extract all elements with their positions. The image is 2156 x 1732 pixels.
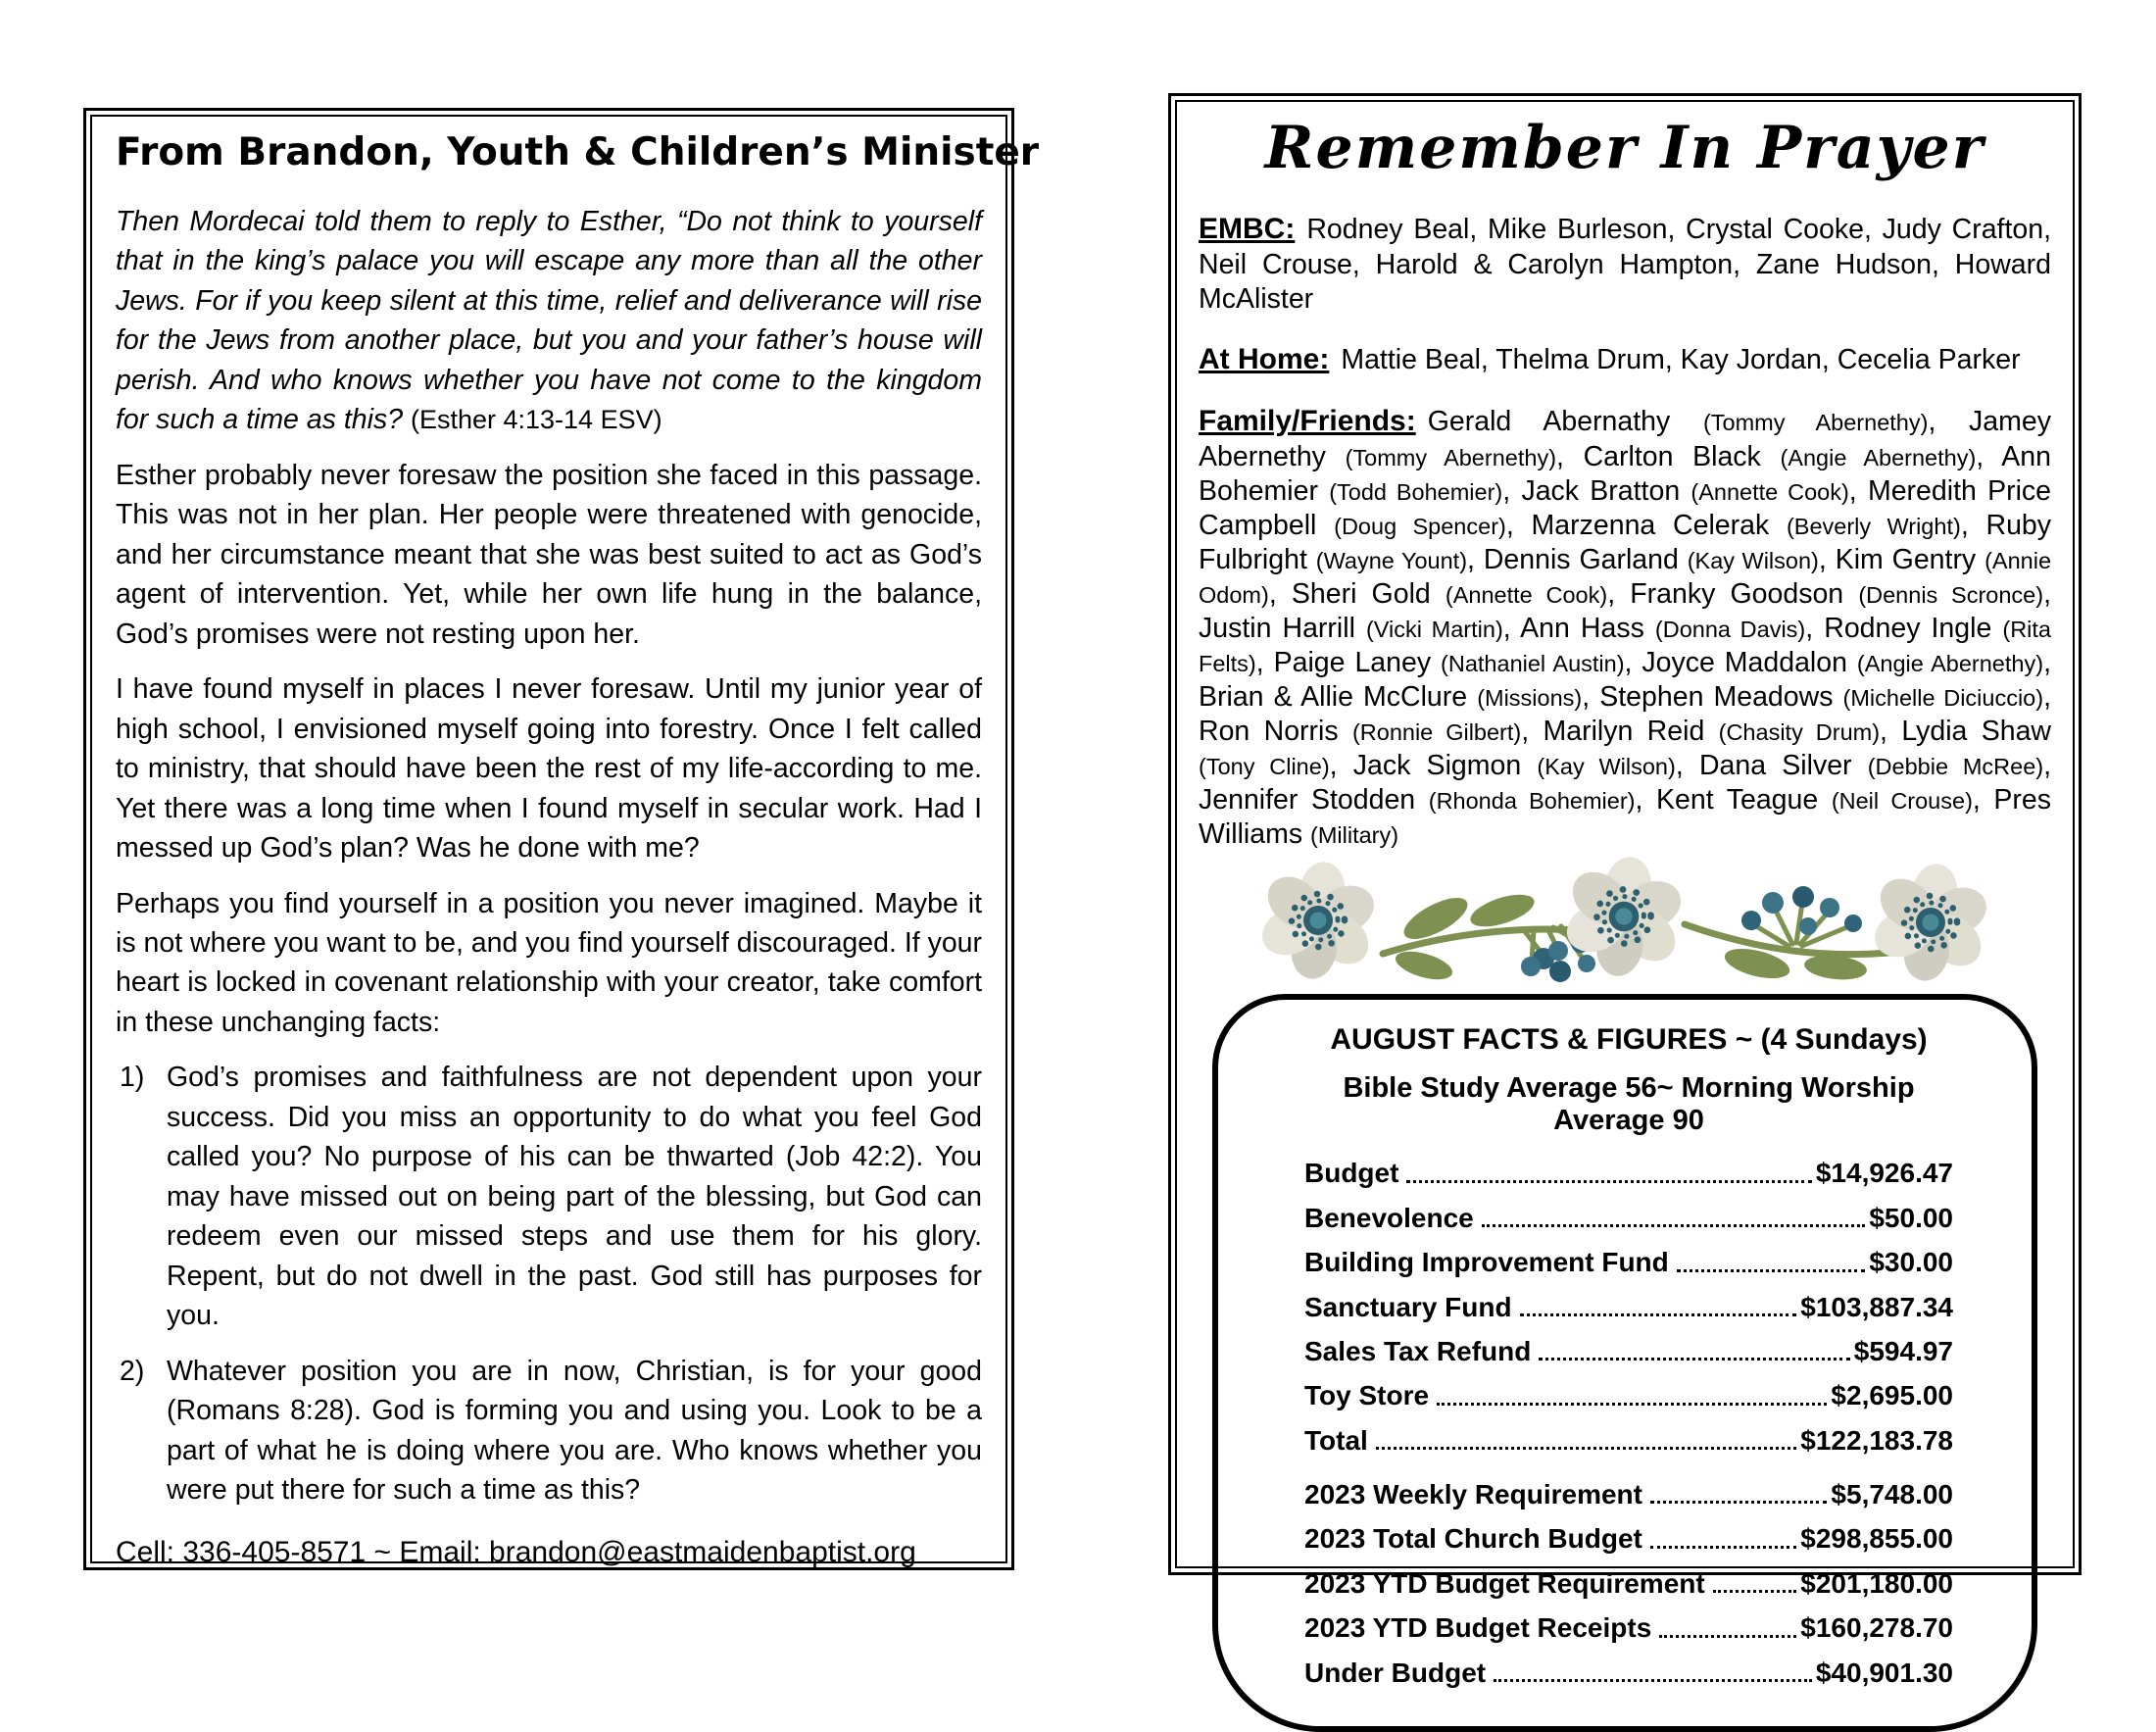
facts-row-value: $103,887.34 <box>1800 1291 1953 1322</box>
family-entry-via: (Chasity Drum) <box>1718 719 1881 746</box>
facts-row-label: Toy Store <box>1304 1380 1430 1411</box>
prayer-panel <box>1168 93 2082 1688</box>
family-entry-separator: , <box>1960 509 1986 541</box>
numbered-item-text: Whatever position you are in now, Christian, is for your good (Romans 8:28). God is forming you and using you. Look to be a part of what he is doing where you are. Who knows whether you were put there for such a time as this? <box>167 1355 982 1507</box>
facts-row-dot-leader <box>1539 1358 1849 1361</box>
numbered-item-text: God’s promises and faithfulness are not dependent upon your success. Did you miss an opportunity to do what you feel God called you? No purpose of his can be thwarted (Job 42:2). You may have missed out on being part of the blessing, but God can redeem even our missed steps and use them for his glory. Repent, but do not dwell in the past. God still has purposes for you. <box>167 1062 982 1332</box>
facts-row-value: $201,180.00 <box>1800 1567 1953 1599</box>
family-entry-separator: , <box>1848 474 1868 507</box>
facts-row-label: Sanctuary Fund <box>1304 1291 1512 1322</box>
embc-label: EMBC: <box>1199 213 1296 245</box>
family-entry-name: Jennifer Stodden <box>1199 784 1429 817</box>
family-entry-name: Marilyn Reid <box>1543 716 1719 748</box>
family-entry-separator: , <box>1467 543 1484 575</box>
numbered-item-marker: 1) <box>120 1062 145 1094</box>
family-entry-name: Ann Bohemier <box>1199 440 2052 507</box>
family-entry-name: Jack Sigmon <box>1352 750 1538 782</box>
facts-row-dot-leader <box>1650 1546 1796 1549</box>
family-entry-name: Rodney Ingle <box>1824 613 2003 644</box>
family-entry-name: Paige Laney <box>1273 647 1442 679</box>
facts-row-dot-leader <box>1482 1224 1866 1227</box>
family-entry-name: Sheri Gold <box>1291 577 1446 610</box>
prayer-panel-inner <box>1175 100 2075 1688</box>
at-home-names: Mattie Beal, Thelma Drum, Kay Jordan, Cecelia Parker <box>1341 343 2021 375</box>
facts-row-label: 2023 Total Church Budget <box>1304 1523 1642 1555</box>
facts-row-value: $50.00 <box>1869 1202 1953 1233</box>
family-entry-name: Stephen Meadows <box>1599 681 1843 714</box>
family-entry-via: (Wayne Yount) <box>1315 547 1468 573</box>
facts-row <box>1304 1159 1953 1187</box>
numbered-item-marker: 2) <box>120 1355 145 1387</box>
family-entry-separator: , <box>1582 681 1600 714</box>
family-entry-via: (Neil Crouse) <box>1831 788 1973 815</box>
facts-row-dot-leader <box>1650 1501 1827 1504</box>
family-entry-name: Dennis Garland <box>1483 543 1688 575</box>
flower-divider <box>1199 860 2051 984</box>
family-entry-separator: , <box>1675 750 1699 782</box>
family-entry-via: (Annette Cook) <box>1445 581 1608 608</box>
family-entry-name: Ruby Fulbright <box>1199 509 2052 575</box>
family-entry-via: (Rita Felts) <box>1199 617 2051 677</box>
facts-subtitle: Bible Study Average 56~ Morning Worship Average 90 <box>1343 1072 1915 1137</box>
prayer-title: Remember In Prayer <box>1264 114 1985 182</box>
article-paragraph: Esther probably never foresaw the position she faced in this passage. This was not in her plan. Her people were threatened with genocide, and her circumstance meant that she was best suited to act as God’s agent of intervention. Yet, while her own life hung in the balance, God’s promises were not resting upon her. <box>116 459 982 650</box>
facts-row <box>1304 1613 1953 1642</box>
facts-row-dot-leader <box>1437 1403 1827 1406</box>
facts-row <box>1304 1569 1953 1598</box>
family-entry-name: Carlton Black <box>1583 440 1781 472</box>
family-entry-via: (Military) <box>1310 822 1399 849</box>
family-entry-name: Brian & Allie McClure <box>1199 681 1478 714</box>
facts-figures-box <box>1212 994 2037 1732</box>
article-paragraph: I have found myself in places I never foresaw. Until my junior year of high school, I envisioned myself going into forestry. Once I felt called to ministry, that should have been the rest of my life-according to me. Yet there was a long time when I found myself in secular work. Had I messed up God’s plan? Was he done with me? <box>116 673 982 865</box>
family-entry-separator: , <box>1635 784 1657 817</box>
family-entry-via: (Dennis Scronce) <box>1858 581 2044 608</box>
family-friends-section <box>1199 404 2051 852</box>
facts-row <box>1304 1248 1953 1276</box>
facts-row <box>1304 1480 1953 1509</box>
facts-row-label: Sales Tax Refund <box>1304 1335 1532 1366</box>
facts-row <box>1304 1658 1953 1687</box>
facts-row-dot-leader <box>1494 1679 1812 1682</box>
article-paragraph: Perhaps you find yourself in a position you never imagined. Maybe it is not where you want to be, and you find yourself discouraged. If your heart is locked in covenant relationship with your creator, take comfort in these unchanging facts: <box>116 887 983 1038</box>
family-entry-via: (Donna Davis) <box>1654 617 1806 642</box>
family-entry-separator: , <box>2043 577 2051 610</box>
embc-section <box>1199 212 2051 317</box>
facts-row-value: $40,901.30 <box>1815 1657 1953 1688</box>
family-entry-separator: , <box>1502 474 1522 507</box>
family-entry-separator: , <box>1818 543 1836 575</box>
facts-row-value: $30.00 <box>1869 1247 1953 1278</box>
flower-border-icon <box>1208 860 2041 979</box>
family-entry-name: Joyce Maddalon <box>1642 647 1857 679</box>
family-entry-name: Pres Williams <box>1199 784 2052 851</box>
facts-row <box>1304 1293 1953 1321</box>
family-entry-name: Dana Silver <box>1698 750 1868 782</box>
contact-line: Cell: 336-405-8571 ~ Email: brandon@eastmaidenbaptist.org <box>116 1535 916 1568</box>
embc-names: Rodney Beal, Mike Burleson, Crystal Cooke, Judy Crafton, Neil Crouse, Harold & Carolyn Hampton, Zane Hudson, Howard McAlister <box>1199 214 2051 315</box>
facts-rows <box>1304 1159 1953 1687</box>
family-entry-via: (Annette Cook) <box>1690 478 1849 505</box>
family-entry-via: (Kay Wilson) <box>1687 547 1819 573</box>
family-entry-separator: , <box>1976 440 2002 472</box>
scripture-citation: (Esther 4:13-14 ESV) <box>410 405 662 435</box>
family-entry-separator: , <box>1972 784 1994 817</box>
family-entry-name: Ann Hass <box>1520 613 1655 644</box>
family-entry-via: (Vicki Martin) <box>1365 617 1503 642</box>
family-entry-separator: , <box>2043 647 2051 679</box>
family-entry-separator: , <box>1255 647 1274 679</box>
facts-row <box>1304 1381 1953 1410</box>
left-panel-title: From Brandon, Youth & Children’s Minister <box>116 130 1040 174</box>
facts-row-label: Building Improvement Fund <box>1304 1247 1669 1278</box>
family-entry-via: (Nathaniel Austin) <box>1441 651 1625 677</box>
facts-title: AUGUST FACTS & FIGURES ~ (4 Sundays) <box>1330 1023 1928 1057</box>
family-entry-via: (Ronnie Gilbert) <box>1351 719 1522 746</box>
facts-row-dot-leader <box>1677 1269 1866 1272</box>
facts-row-value: $298,855.00 <box>1800 1523 1953 1555</box>
family-entry-via: (Kay Wilson) <box>1537 754 1676 780</box>
family-entry-separator: , <box>1521 716 1544 748</box>
facts-row-dot-leader <box>1713 1590 1797 1593</box>
family-entry-via: (Michelle Diciuccio) <box>1842 685 2044 712</box>
family-entry-name: Jamey Abernethy <box>1199 405 2051 472</box>
family-entry-via: (Tommy Abernethy) <box>1345 444 1557 470</box>
family-entry-name: Meredith Price Campbell <box>1199 474 2052 541</box>
family-entry-via: (Doug Spencer) <box>1334 513 1506 539</box>
family-entry-via: (Tony Cline) <box>1199 754 1330 780</box>
family-entry-via: (Tommy Abernethy) <box>1702 409 1929 435</box>
family-entry-via: (Todd Bohemier) <box>1329 478 1503 505</box>
family-entry-name: Marzenna Celerak <box>1531 509 1787 541</box>
family-entry-separator: , <box>1329 750 1353 782</box>
family-friends-label: Family/Friends: <box>1199 404 1416 437</box>
numbered-item <box>116 1352 982 1510</box>
facts-row-dot-leader <box>1376 1447 1796 1450</box>
family-entry-via: (Annie Odom) <box>1199 547 2052 608</box>
family-entry-via: (Debbie McRee) <box>1867 754 2044 780</box>
family-entry-separator: , <box>2043 681 2052 714</box>
family-entry-separator: , <box>1502 613 1521 644</box>
facts-row-label: 2023 YTD Budget Requirement <box>1304 1567 1705 1599</box>
facts-row <box>1304 1204 1953 1232</box>
minister-article-panel <box>83 108 1040 1570</box>
family-entry-separator: , <box>1880 716 1902 748</box>
family-entry-name: Lydia Shaw <box>1901 716 2052 748</box>
family-entry-name: Ron Norris <box>1199 716 1352 748</box>
berry-branch-icon <box>1685 886 1898 984</box>
facts-row-value: $14,926.47 <box>1815 1158 1953 1189</box>
facts-row-value: $5,748.00 <box>1831 1479 1953 1510</box>
family-entry-name: Kim Gentry <box>1835 543 1985 575</box>
facts-row-label: Under Budget <box>1304 1657 1487 1688</box>
family-entry-separator: , <box>1556 440 1584 472</box>
article-numbered-list <box>116 1058 982 1509</box>
facts-row-dot-leader <box>1659 1635 1796 1638</box>
family-entry-name: Gerald Abernathy <box>1427 405 1703 437</box>
numbered-item <box>116 1058 982 1335</box>
family-entry-via: (Beverly Wright) <box>1786 513 1961 539</box>
family-entry-separator: , <box>2043 750 2052 782</box>
family-entry-separator: , <box>1607 577 1631 610</box>
family-entry-separator: , <box>1505 509 1532 541</box>
facts-row-dot-leader <box>1406 1180 1811 1183</box>
at-home-section <box>1199 342 2051 378</box>
family-entry-via: (Angie Abernethy) <box>1780 444 1977 470</box>
family-entry-separator: , <box>1928 405 1970 437</box>
facts-row-label: 2023 YTD Budget Receipts <box>1304 1612 1652 1644</box>
facts-row <box>1304 1337 1953 1365</box>
facts-row <box>1304 1524 1953 1553</box>
scripture-quote-paragraph <box>116 202 982 440</box>
facts-row-label: 2023 Weekly Requirement <box>1304 1479 1642 1510</box>
facts-row-label: Budget <box>1304 1158 1399 1189</box>
family-entry-via: (Missions) <box>1477 685 1583 712</box>
minister-article-panel-inner <box>90 115 1040 1568</box>
family-friends-names <box>1199 406 2051 850</box>
family-entry-via: (Rhonda Bohemier) <box>1428 788 1636 815</box>
family-entry-name: Justin Harrill <box>1199 613 1366 644</box>
family-entry-separator: , <box>1805 613 1825 644</box>
family-entry-separator: , <box>1624 647 1642 679</box>
facts-row-value: $160,278.70 <box>1800 1612 1953 1644</box>
facts-row-label: Benevolence <box>1304 1202 1474 1233</box>
facts-row-value: $2,695.00 <box>1831 1380 1953 1411</box>
facts-row <box>1304 1426 1953 1455</box>
family-entry-via: (Angie Abernethy) <box>1856 651 2044 677</box>
family-entry-name: Jack Bratton <box>1521 474 1691 507</box>
family-entry-name: Franky Goodson <box>1630 577 1859 610</box>
family-entry-separator: , <box>1268 577 1292 610</box>
facts-row-value: $122,183.78 <box>1800 1424 1953 1456</box>
family-entry-name: Kent Teague <box>1656 784 1832 817</box>
facts-row-dot-leader <box>1520 1313 1797 1316</box>
at-home-label: At Home: <box>1199 342 1330 375</box>
facts-row-value: $594.97 <box>1853 1335 1953 1366</box>
article-paragraphs <box>116 456 982 1043</box>
facts-row-label: Total <box>1304 1424 1368 1456</box>
scripture-quote-text: Then Mordecai told them to reply to Esther, “Do not think to yourself that in the king’s palace you will escape any more than all the other Jews. For if you keep silent at this time, relief and deliverance will rise for the Jews from another place, but you and your father’s house will perish. And who knows whether you have not come to the kingdom for such a time as this? <box>116 206 982 436</box>
